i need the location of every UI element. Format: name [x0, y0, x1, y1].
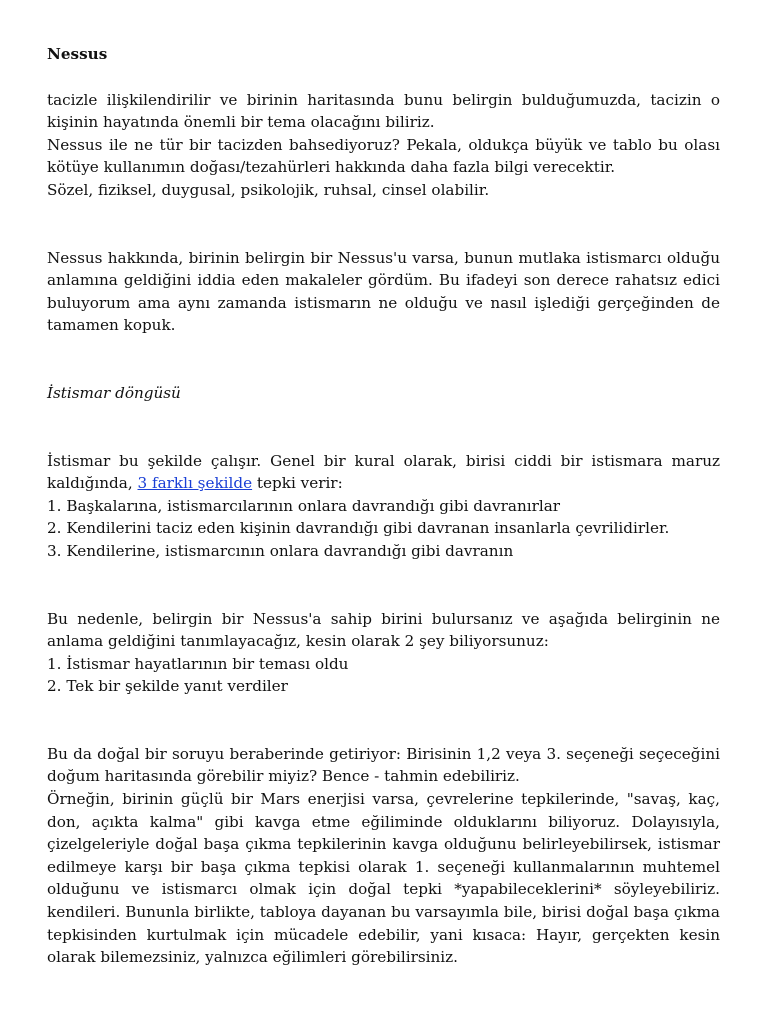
document-title: Nessus: [47, 45, 108, 63]
paragraph-articles: Nessus hakkında, birinin belirgin bir Nessus'u varsa, bunun mutlaka istismarcı olduğu anlamına geldiğini iddia eden makaleler gördüm. Bu ifadeyi son derece rahatsız edici buluyorum ama aynı zamanda istismarın ne olduğu ve nasıl işlediği gerçeğinden de tamamen kopuk.: [47, 248, 720, 335]
paragraph-natural-question: Bu da doğal bir soruyu beraberinde getiriyor: Birisinin 1,2 veya 3. seçeneği seçeceğini doğum haritasında görebilir miyiz? Bence - tahmin edebiliriz.: [47, 744, 720, 786]
paragraph-abuse-works: [47, 450, 720, 495]
spacer: [47, 698, 720, 743]
spacer: [47, 202, 720, 247]
paragraph-prominent-nessus: Bu nedenle, belirgin bir Nessus'a sahip birini bulursanız ve aşağıda belirginin ne anlama geldiğini tanımlayacağız, kesin olarak 2 şey biliyorsunuz:: [47, 609, 720, 651]
known-facts-list: [47, 653, 720, 698]
paragraph-text: tepki verir:: [252, 474, 343, 493]
list-item: 1. Başkalarına, istismarcılarının onlara davrandığı gibi davranırlar: [47, 496, 561, 515]
list-item: 2. Kendilerini taciz eden kişinin davrandığı gibi davranan insanlarla çevrilidirler.: [47, 519, 670, 538]
paragraph-abuse-kinds: Sözel, fiziksel, duygusal, psikolojik, ruhsal, cinsel olabilir.: [47, 180, 490, 199]
spacer: [47, 563, 720, 608]
spacer: [47, 337, 720, 382]
list-item: 3. Kendilerine, istismarcının onlara davrandığı gibi davranın: [47, 541, 514, 560]
section-heading-abuse-cycle: İstismar döngüsü: [47, 383, 181, 402]
paragraph-intro: tacizle ilişkilendirilir ve birinin haritasında bunu belirgin bulduğumuzda, tacizin o kişinin hayatında önemli bir tema olacağını biliriz.: [47, 90, 720, 132]
three-ways-link[interactable]: 3 farklı şekilde: [137, 474, 253, 493]
list-item: 2. Tek bir şekilde yanıt verdiler: [47, 677, 288, 696]
spacer: [47, 405, 720, 450]
paragraph-mars-example: Örneğin, birinin güçlü bir Mars enerjisi varsa, çevrelerine tepkilerinde, "savaş, kaç, don, açıkta kalma" gibi kavga etme eğiliminde olduklarını biliyoruz. Dolayısıyla, çizelgeleriyle doğal başa çıkma tepkilerinin kavga olduğunu belirleyebilirsek, istismar edilmeye karşı bir başa çıkma tepkisi olarak 1. seçeneği kullanmalarının muhtemel olduğunu ve istismarcı olmak için doğal tepki *yapabileceklerini* söyleyebiliriz. kendileri. Bununla birlikte, tabloya dayanan bu varsayımla bile, birisi doğal başa çıkma tepkisinden kurtulmak için mücadele edebilir, yani kısaca: Hayır, gerçekten kesin olarak bilemezsiniz, yalnızca eğilimleri görebilirsiniz.: [47, 790, 720, 967]
response-list: [47, 495, 720, 563]
spacer: [47, 66, 720, 89]
list-item: 1. İstismar hayatlarının bir teması oldu: [47, 654, 349, 673]
paragraph-text: İstismar bu şekilde çalışır. Genel bir kural olarak, birisi ciddi bir istismara maruz kaldığında,: [47, 451, 720, 493]
paragraph-abuse-type: Nessus ile ne tür bir tacizden bahsediyoruz? Pekala, oldukça büyük ve tablo bu olası kötüye kullanımın doğası/tezahürleri hakkında daha fazla bilgi verecektir.: [47, 135, 720, 177]
